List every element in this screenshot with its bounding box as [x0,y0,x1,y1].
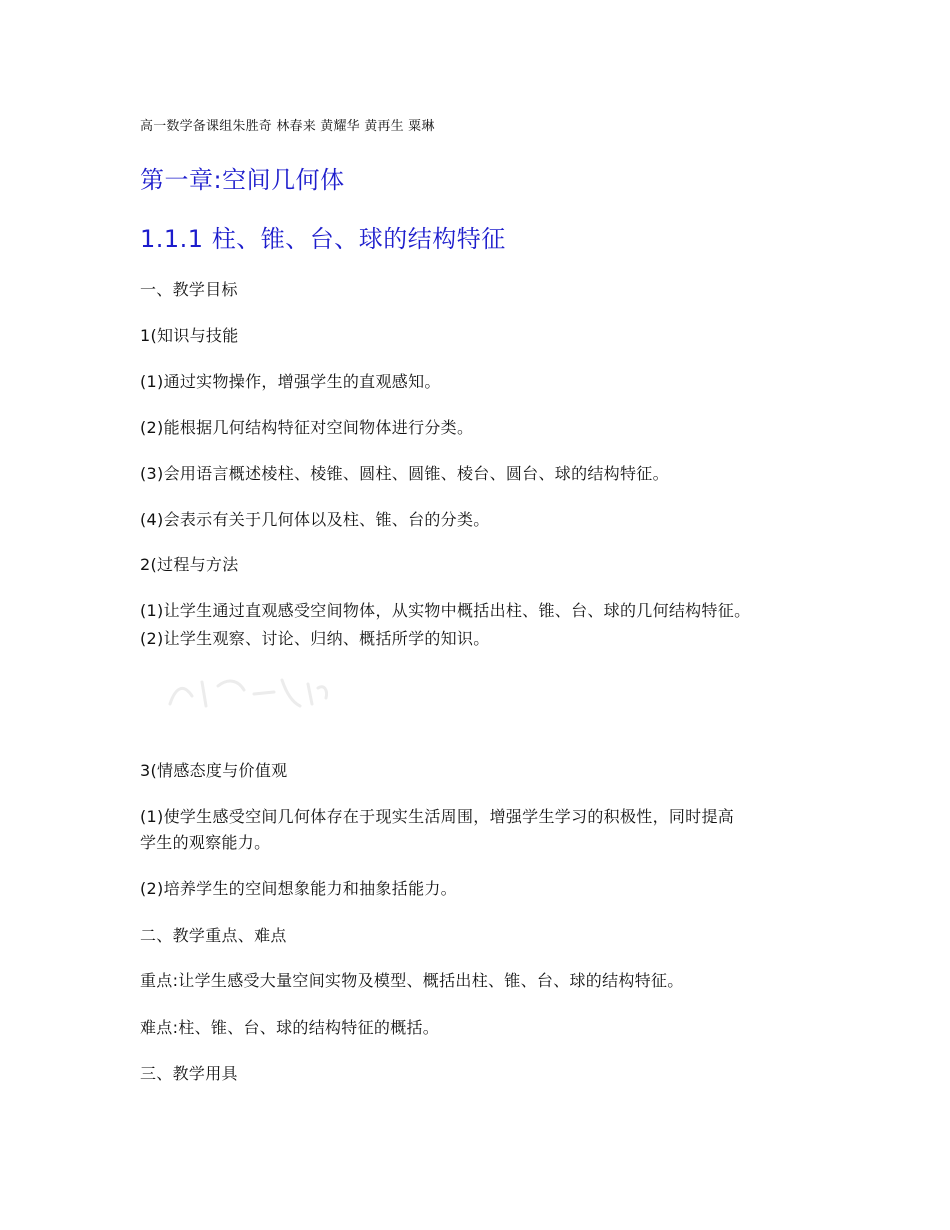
subheading-attitude: 3(情感态度与价值观 [140,761,288,780]
heading-tools: 三、教学用具 [140,1064,238,1083]
subheading-process: 2(过程与方法 [140,555,239,574]
section-title: 1.1.1 柱、锥、台、球的结构特征 [140,225,506,253]
difficult-point: 难点:柱、锥、台、球的结构特征的概括。 [140,1018,440,1037]
subheading-knowledge: 1(知识与技能 [140,326,239,345]
faint-scan-smudge [162,672,334,714]
attitude-item-2: (2)培养学生的空间想象能力和抽象括能力。 [140,879,457,898]
chapter-title: 第一章:空间几何体 [140,166,345,194]
knowledge-item-1: (1)通过实物操作，增强学生的直观感知。 [140,372,441,391]
heading-keypoints: 二、教学重点、难点 [140,926,287,945]
key-point: 重点:让学生感受大量空间实物及模型、概括出柱、锥、台、球的结构特征。 [140,971,684,990]
knowledge-item-2: (2)能根据几何结构特征对空间物体进行分类。 [140,418,474,437]
process-item-1: (1)让学生通过直观感受空间物体，从实物中概括出柱、锥、台、球的几何结构特征。 [140,601,751,620]
process-item-2: (2)让学生观察、讨论、归纳、概括所学的知识。 [140,629,490,648]
heading-objectives: 一、教学目标 [140,280,238,299]
attitude-item-1-line-1: (1)使学生感受空间几何体存在于现实生活周围，增强学生学习的积极性，同时提高 [140,807,735,826]
knowledge-item-4: (4)会表示有关于几何体以及柱、锥、台的分类。 [140,510,490,529]
author-line: 高一数学备课组朱胜奇 林春来 黄耀华 黄再生 粟琳 [140,119,435,134]
attitude-item-1-line-2: 学生的观察能力。 [140,833,271,852]
knowledge-item-3: (3)会用语言概述棱柱、棱锥、圆柱、圆锥、棱台、圆台、球的结构特征。 [140,464,669,483]
